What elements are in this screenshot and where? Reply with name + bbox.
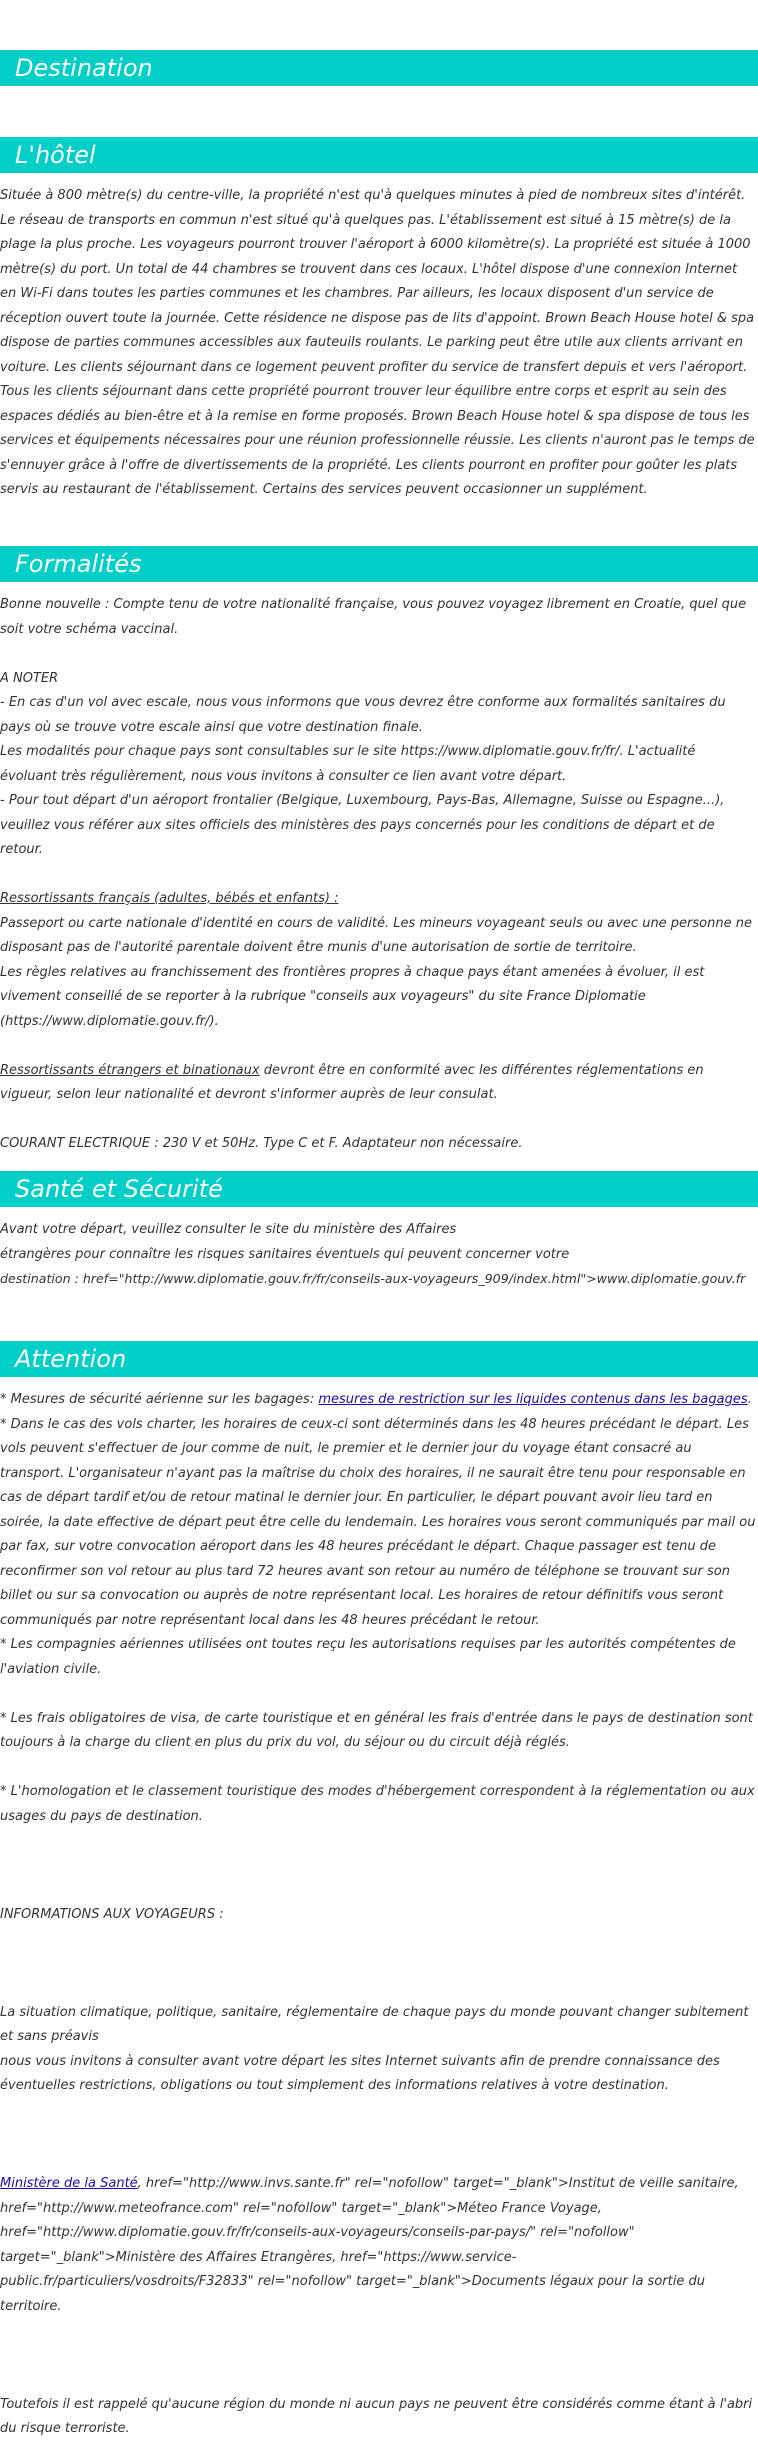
formalites-a-noter: A NOTER (0, 670, 59, 686)
section-title-attention: Attention (15, 1345, 127, 1373)
attention-compagnies: * Les compagnies aériennes utilisées ont toutes reçu les autorisations requises par les autorités compétentes de l'aviation civile. (0, 1637, 736, 1677)
formalites-frontalier: - Pour tout départ d'un aéroport frontalier (Belgique, Luxembourg, Pays-Bas, Allemagne, Suisse ou Espagne...), veuillez vous référer aux sites officiels des ministères des pays concernés pour les conditions de départ et de retour. (0, 793, 725, 857)
formalites-regles: Les règles relatives au franchissement des frontières propres à chaque pays étant amenées à évoluer, il est vivement conseillé de se reporter à la rubrique "conseils aux voyageurs" du site France Diplomatie (https://www.diplomatie.gouv.fr/). (0, 964, 705, 1029)
formalites-passeport: Passeport ou carte nationale d'identité en cours de validité. Les mineurs voyageant seuls ou avec une personne ne disposant pas de l'autorité parentale doivent être munis d'une autorisation de sortie de territoire. (0, 915, 752, 955)
formalites-modalites: Les modalités pour chaque pays sont consultables sur le site https://www.diplomatie.gouv.fr/fr/. L'actualité évoluant très régulièrement, nous vous invitons à consulter ce lien avant votre départ. (0, 744, 696, 784)
attention-homologation: * L'homologation et le classement touristique des modes d'hébergement correspondent à la réglementation ou aux usages du pays de destination. (0, 1784, 755, 1824)
hotel-body: Située à 800 mètre(s) du centre-ville, la propriété n'est qu'à quelques minutes à pied de nombreux sites d'intérêt. Le réseau de transports en commun n'est situé qu'à quelques pas. L'établissement est situé à 15 mètre(s) de la plage la plus proche. Les voyageurs pourront trouver l'aéroport à 6000 kilomètre(s). La propriété est située à 1000 mètre(s) du port. Un total de 44 chambres se trouvent dans ces locaux. L'hôtel dispose d'une connexion Internet en Wi-Fi dans toutes les parties communes et les chambres. Par ailleurs, les locaux disposent d'un service de réception ouvert toute la journée. Cette résidence ne dispose pas de lits d'appoint. Brown Beach House hotel & spa dispose de parties communes accessibles aux fauteuils roulants. Le parking peut être utile aux clients arrivant en voiture. Les clients séjournant dans ce logement peuvent profiter du service de transfert depuis et vers l'aéroport. Tous les clients séjournant dans cette propriété pourront trouver leur équilibre entre corps et esprit au sein des espaces dédiés au bien-être et à la remise en forme proposés. Brown Beach House hotel & spa dispose de tous les services et équipements nécessaires pour une réunion professionnelle réussie. Les clients n'auront pas le temps de s'ennuyer grâce à l'offre de divertissements de la propriété. Les clients pourront en profiter pour goûter les plats servis au restaurant de l'établissement. Certains des services peuvent occasionner un supplément. (0, 188, 755, 497)
attention-frais: * Les frais obligatoires de visa, de carte touristique et en général les frais d'entrée dans le pays de destination sont toujours à la charge du client en plus du prix du vol, du séjour ou du circuit déjà réglés. (0, 1710, 753, 1750)
section-title-hotel: L'hôtel (15, 141, 96, 169)
section-header-formalites (0, 546, 758, 582)
sante-line-2: étrangères pour connaître les risques sanitaires éventuels qui peuvent concerner votre (0, 1246, 570, 1262)
section-header-destination (0, 50, 758, 86)
section-title-destination: Destination (15, 54, 153, 82)
ressortissants-francais-title: Ressortissants français (adultes, bébés et enfants) : (0, 891, 339, 906)
sante-content (0, 1218, 756, 1292)
ressortissants-etrangers-text: devront être en conformité avec les différentes réglementations en vigueur, selon leur nationalité et devront s'informer auprès de leur consulat. (0, 1062, 704, 1102)
attention-bagages (0, 1388, 756, 1413)
ministere-sante-link[interactable]: Ministère de la Santé (0, 2176, 138, 2191)
formalites-etrangers (0, 1059, 756, 1108)
attention-info-voyageurs: INFORMATIONS AUX VOYAGEURS : (0, 1906, 224, 1922)
attention-situation-1: La situation climatique, politique, sanitaire, réglementaire de chaque pays du monde pouvant changer subitement et sans préavis (0, 2004, 749, 2044)
sante-line-3: destination : href="http://www.diplomatie.gouv.fr/fr/conseils-aux-voyageurs_909/index.html">www.diplomatie.gouv.fr (0, 1271, 746, 1286)
section-title-sante: Santé et Sécurité (15, 1175, 223, 1203)
bagages-suffix: . (747, 1392, 752, 1407)
section-header-sante (0, 1171, 758, 1207)
formalites-courant: COURANT ELECTRIQUE : 230 V et 50Hz. Type C et F. Adaptateur non nécessaire. (0, 1136, 523, 1151)
ressortissants-etrangers-title: Ressortissants étrangers et binationaux (0, 1062, 260, 1078)
formalites-escale: - En cas d'un vol avec escale, nous vous informons que vous devrez être conforme aux formalités sanitaires du pays où se trouve votre escale ainsi que votre destination finale. (0, 695, 726, 735)
attention-ministere (0, 2172, 756, 2319)
ministere-rest: , href="http://www.invs.sante.fr" rel="nofollow" target="_blank">Institut de veille sanitaire, href="http://www.meteofrance.com" rel="nofollow" target="_blank">Méteo France Voyage, href="http://www.diplomatie.gouv.fr/fr/conseils-aux-voyageurs/conseils-par-pays/" rel="nofollow" target="_blank">Ministère des Affaires Etrangères, href="https://www.service-public.fr/particuliers/vosdroits/F32833" rel="nofollow" target="_blank">Documents légaux pour la sortie du territoire. (0, 2176, 739, 2314)
attention-content (0, 1388, 756, 2442)
section-title-formalites: Formalités (15, 550, 142, 578)
hotel-description (0, 184, 756, 503)
section-header-attention (0, 1341, 758, 1377)
bagages-restriction-link[interactable]: mesures de restriction sur les liquides contenus dans les bagages (318, 1392, 748, 1407)
attention-situation-2: nous vous invitons à consulter avant votre départ les sites Internet suivants afin de prendre connaissance des éventuelles restrictions, obligations ou tout simplement des informations relatives à votre destination. (0, 2053, 720, 2093)
bagages-prefix: * Mesures de sécurité aérienne sur les bagages: (0, 1392, 319, 1407)
section-header-hotel (0, 137, 758, 173)
attention-charter: * Dans le cas des vols charter, les horaires de ceux-ci sont déterminés dans les 48 heures précédant le départ. Les vols peuvent s'effectuer de jour comme de nuit, le premier et le dernier jour du voyage étant consacré au transport. L'organisateur n'ayant pas la maîtrise du choix des horaires, il ne saurait être tenu pour responsable en cas de départ tardif et/ou de retour matinal le dernier jour. En particulier, le départ pouvant avoir lieu tard en soirée, la date effective de départ peut être celle du lendemain. Les horaires vous seront communiqués par mail ou par fax, sur votre convocation aéroport dans les 48 heures précédant le départ. Chaque passager est tenu de reconfirmer son vol retour au plus tard 72 heures avant son retour au numéro de téléphone se trouvant sur son billet ou sur sa convocation ou auprès de notre représentant local. Les horaires de retour définitifs vous seront communiqués par notre représentant local dans les 48 heures précédant le retour. (0, 1416, 756, 1628)
sante-line-1: Avant votre départ, veuillez consulter le site du ministère des Affaires (0, 1222, 457, 1237)
formalites-bonne-nouvelle: Bonne nouvelle : Compte tenu de votre nationalité française, vous pouvez voyagez librement en Croatie, quel que soit votre schéma vaccinal. (0, 597, 747, 637)
formalites-content (0, 593, 756, 1157)
attention-terroriste: Toutefois il est rappelé qu'aucune région du monde ni aucun pays ne peuvent être considérés comme étant à l'abri du risque terroriste. (0, 2396, 753, 2436)
